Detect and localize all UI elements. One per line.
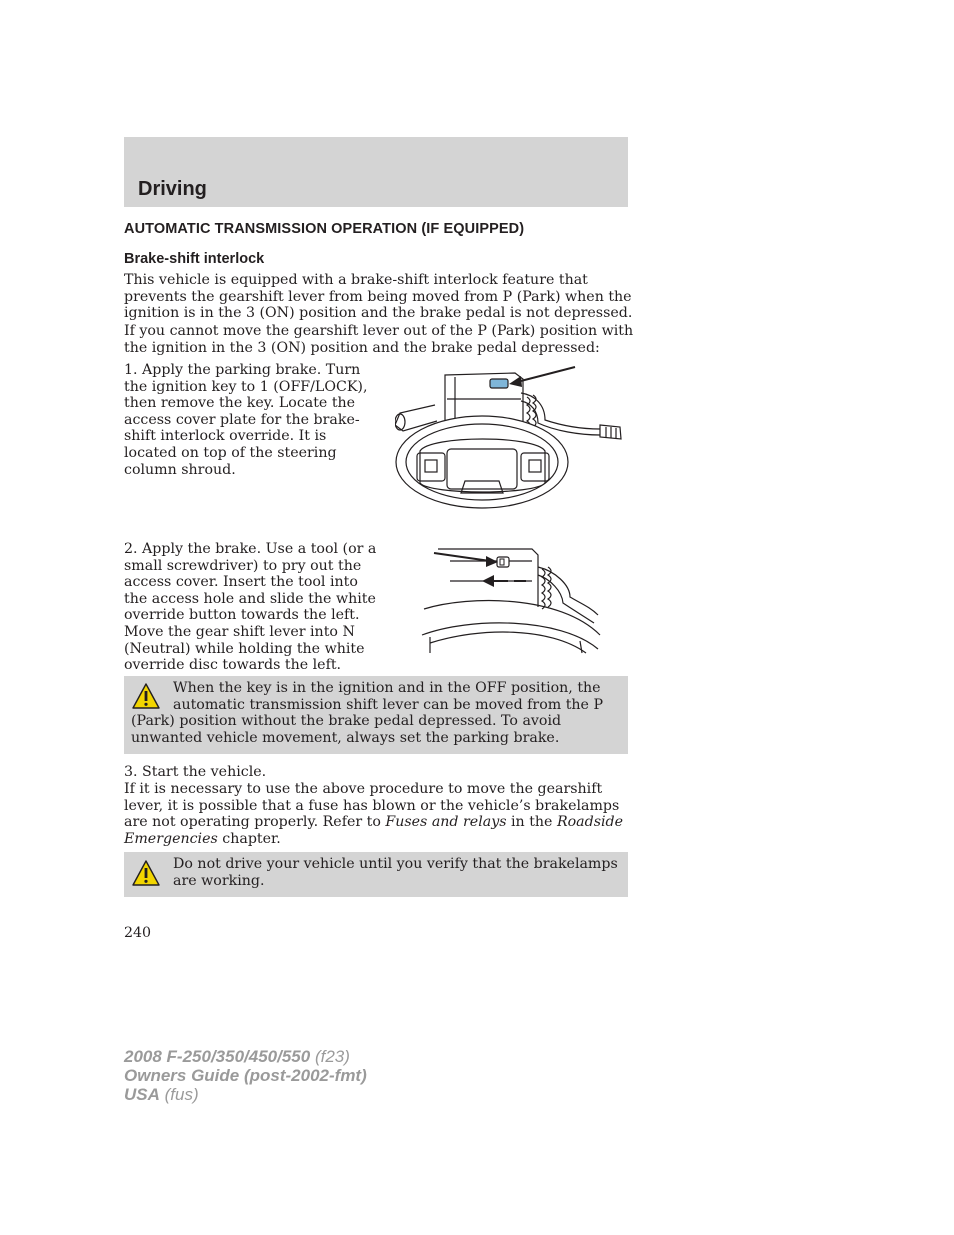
footer-model-code: (f23) (314, 1047, 350, 1066)
step-2: 2. Apply the brake. Use a tool (or a small screwdriver) to pry out the access cover. Insert the tool into the access hole and slide the white override button towards the left. Move the gear shift lever into N (Neutral) while holding the white override disc towards the left. (124, 541, 377, 674)
footer-line-guide (124, 1066, 367, 1085)
warning-triangle-icon (132, 860, 160, 886)
heading-automatic-transmission: AUTOMATIC TRANSMISSION OPERATION (IF EQUIPPED) (124, 221, 525, 237)
step-1: 1. Apply the parking brake. Turn the ignition key to 1 (OFF/LOCK), then remove the key. Locate the access cover plate for the brake-shift interlock override. It is located on top of the steering column shroud. (124, 362, 368, 478)
document-footer (124, 1047, 367, 1104)
subheading-brake-shift-interlock: Brake-shift interlock (124, 251, 265, 267)
warning-text-brakelamps: Do not drive your vehicle until you verify that the brakelamps are working. (173, 856, 618, 889)
footer-line-model (124, 1047, 367, 1066)
fuse-text-before: If it is necessary to use the above procedure to move the gearshift lever, it is possible that a fuse has blown or the vehicle’s brakelamps are not operating properly. Refer to (124, 781, 620, 831)
fuse-reference-link: Fuses and relays (385, 814, 507, 831)
footer-market: USA (124, 1085, 160, 1104)
fuse-paragraph (124, 781, 628, 847)
footer-market-code: (fus) (164, 1085, 199, 1104)
warning-triangle-icon (132, 683, 160, 709)
footer-guide: Owners Guide (post-2002-fmt) (124, 1066, 367, 1085)
section-title: Driving (138, 178, 207, 200)
footer-model: 2008 F-250/350/450/550 (124, 1047, 311, 1066)
step-3: 3. Start the vehicle. (124, 764, 267, 780)
override-button-illustration (420, 545, 610, 655)
warning-box-parking-brake (124, 676, 628, 754)
steering-column-illustration (395, 365, 630, 512)
fuse-text-mid: in the (506, 814, 557, 831)
fuse-text-after: chapter. (217, 830, 281, 847)
intro-paragraph: This vehicle is equipped with a brake-shift interlock feature that prevents the gearshift lever from being moved from P (Park) when the ignition is in the 3 (ON) position and the brake pedal is not depressed. (124, 272, 633, 322)
warning-text-parking-brake: When the key is in the ignition and in the OFF position, the automatic transmission shift lever can be moved from the P (Park) position without the brake pedal depressed. To avoid unwanted vehicle movement, always set the parking brake. (131, 680, 604, 746)
section-header-band (124, 137, 628, 207)
condition-paragraph: If you cannot move the gearshift lever out of the P (Park) position with the ignition in the 3 (ON) position and the brake pedal depressed: (124, 323, 634, 356)
warning-box-brakelamps (124, 852, 628, 897)
chapter-reference-link: Roadside Emergencies (124, 814, 624, 847)
footer-line-market (124, 1085, 367, 1104)
page-number: 240 (124, 925, 152, 941)
